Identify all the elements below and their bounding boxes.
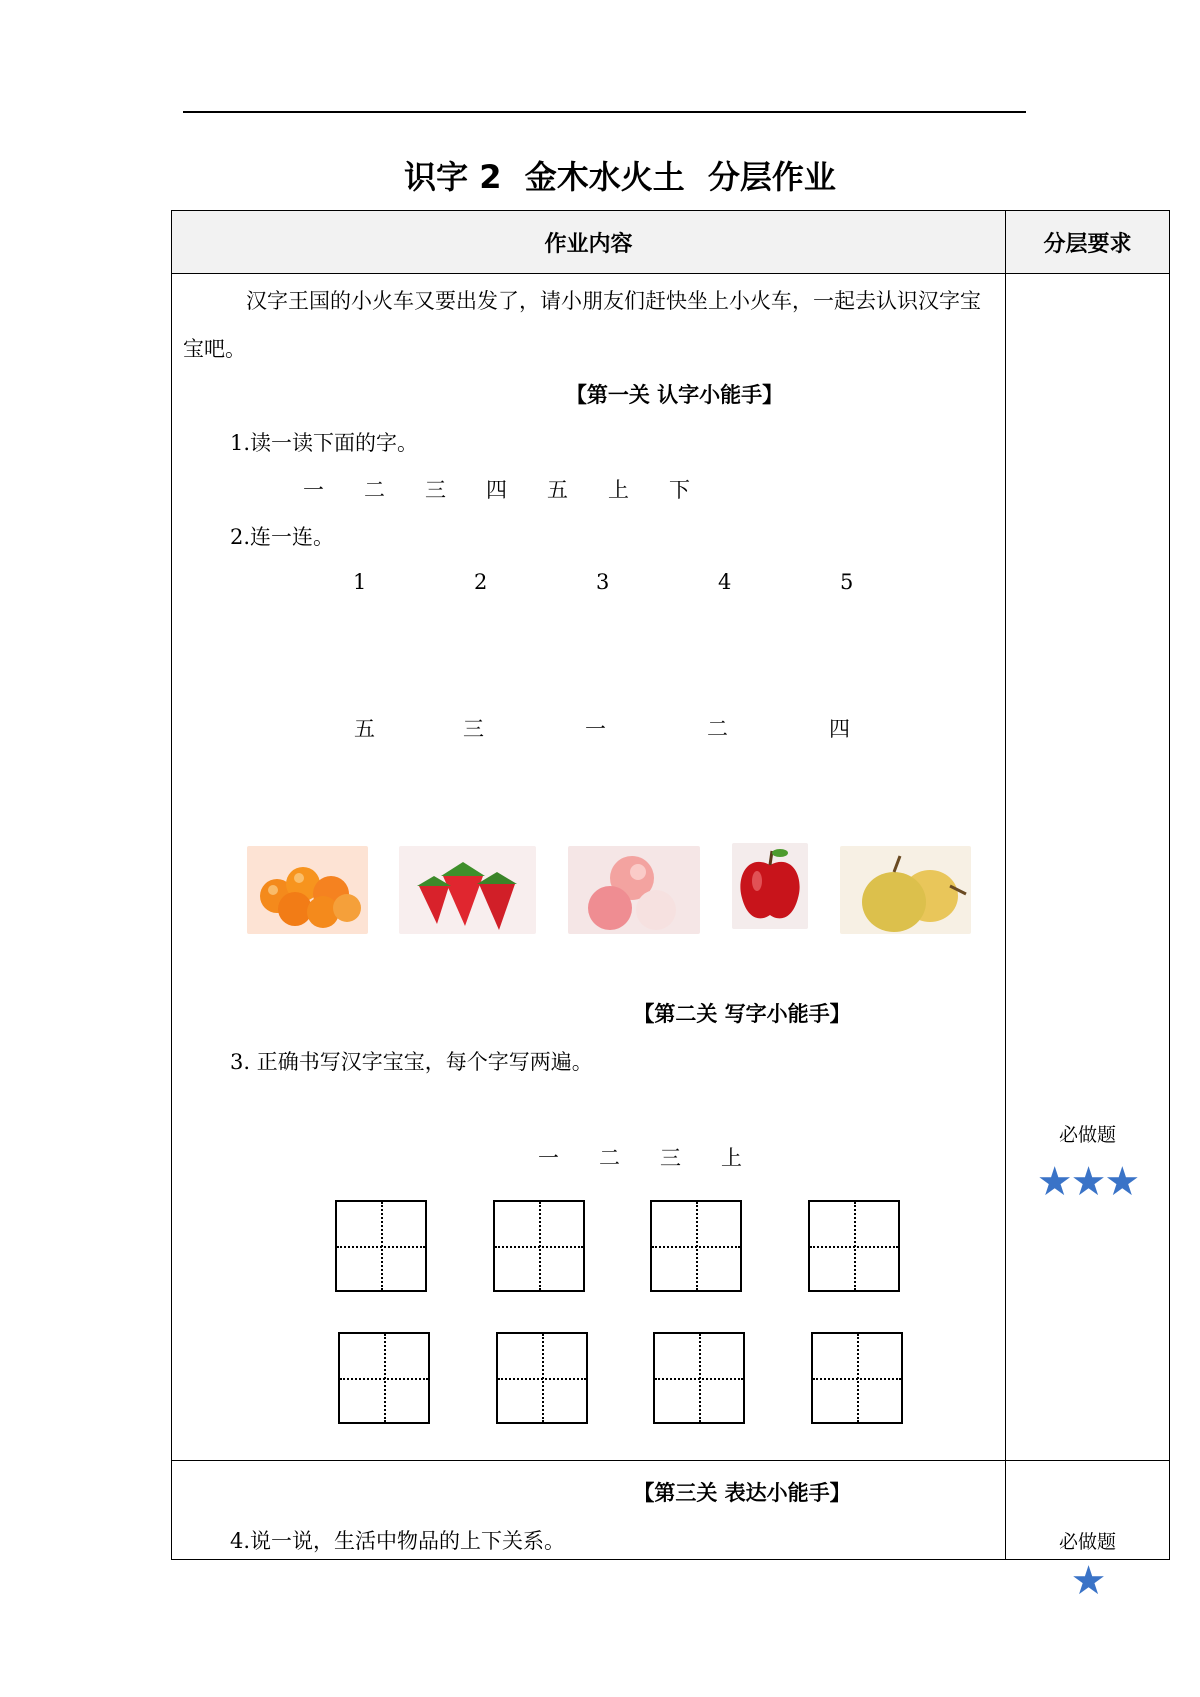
question-3: 3. 正确书写汉字宝宝，每个字写两遍。 (230, 1050, 593, 1074)
question-2: 2.连一连。 (230, 525, 335, 549)
q2-char: 四 (829, 717, 850, 741)
header-content: 作业内容 (544, 232, 633, 257)
difficulty-stars: ★ (1070, 1558, 1105, 1604)
q2-char: 五 (354, 717, 375, 741)
q2-number: 3 (596, 570, 610, 594)
writing-grid[interactable] (335, 1200, 427, 1292)
header-requirement: 分层要求 (1043, 232, 1132, 257)
writing-grid[interactable] (338, 1332, 430, 1424)
title-part-2: 金木水火土 (524, 158, 685, 196)
q1-character-row (0, 474, 1200, 504)
level-3-title: 【第三关 表达小能手】 (633, 1480, 851, 1505)
column-divider (1005, 210, 1006, 1560)
requirement-label: 必做题 (1058, 1124, 1116, 1146)
q2-number: 4 (718, 570, 732, 594)
header-divider (171, 273, 1170, 274)
q2-number-row (0, 570, 1200, 600)
requirement-label: 必做题 (1058, 1531, 1116, 1553)
q1-char: 一 (303, 478, 324, 502)
writing-grid[interactable] (650, 1200, 742, 1292)
question-4: 4.说一说，生活中物品的上下关系。 (230, 1529, 566, 1553)
apple-image (732, 843, 808, 929)
q2-char: 三 (463, 717, 484, 741)
q2-char: 一 (585, 717, 606, 741)
q3-char: 三 (660, 1146, 681, 1170)
q2-char: 二 (707, 717, 728, 741)
q2-number: 5 (840, 570, 854, 594)
question-1: 1.读一读下面的字。 (230, 431, 419, 455)
intro-line-2: 宝吧。 (183, 337, 246, 361)
q3-char: 一 (538, 1146, 559, 1170)
difficulty-stars: ★★★ (1036, 1159, 1139, 1205)
level-2-title: 【第二关 写字小能手】 (633, 1001, 851, 1026)
writing-grid[interactable] (811, 1332, 903, 1424)
q1-char: 下 (669, 478, 690, 502)
q1-char: 上 (608, 478, 629, 502)
q3-char: 上 (721, 1146, 742, 1170)
strawberry-image (399, 846, 536, 934)
q1-char: 五 (547, 478, 568, 502)
writing-grid[interactable] (493, 1200, 585, 1292)
q1-char: 四 (486, 478, 507, 502)
intro-line-1: 汉字王国的小火车又要出发了，请小朋友们赶快坐上小火车，一起去认识汉字宝 (246, 289, 981, 313)
writing-grid[interactable] (653, 1332, 745, 1424)
peach-image (568, 846, 700, 934)
writing-grid[interactable] (496, 1332, 588, 1424)
q1-char: 二 (364, 478, 385, 502)
q3-char: 二 (599, 1146, 620, 1170)
title-part-1: 识字 2 (404, 158, 502, 196)
q2-character-row (0, 713, 1200, 743)
title-part-3: 分层作业 (707, 158, 836, 196)
level-1-title: 【第一关 认字小能手】 (565, 382, 784, 407)
header-rule (183, 111, 1026, 113)
orange-apricot-image (247, 846, 368, 934)
q2-number: 2 (474, 570, 488, 594)
writing-grid[interactable] (808, 1200, 900, 1292)
q1-char: 三 (425, 478, 446, 502)
pear-image (840, 846, 971, 934)
q2-number: 1 (353, 570, 367, 594)
page-title (170, 152, 1070, 198)
row-divider (171, 1460, 1170, 1461)
